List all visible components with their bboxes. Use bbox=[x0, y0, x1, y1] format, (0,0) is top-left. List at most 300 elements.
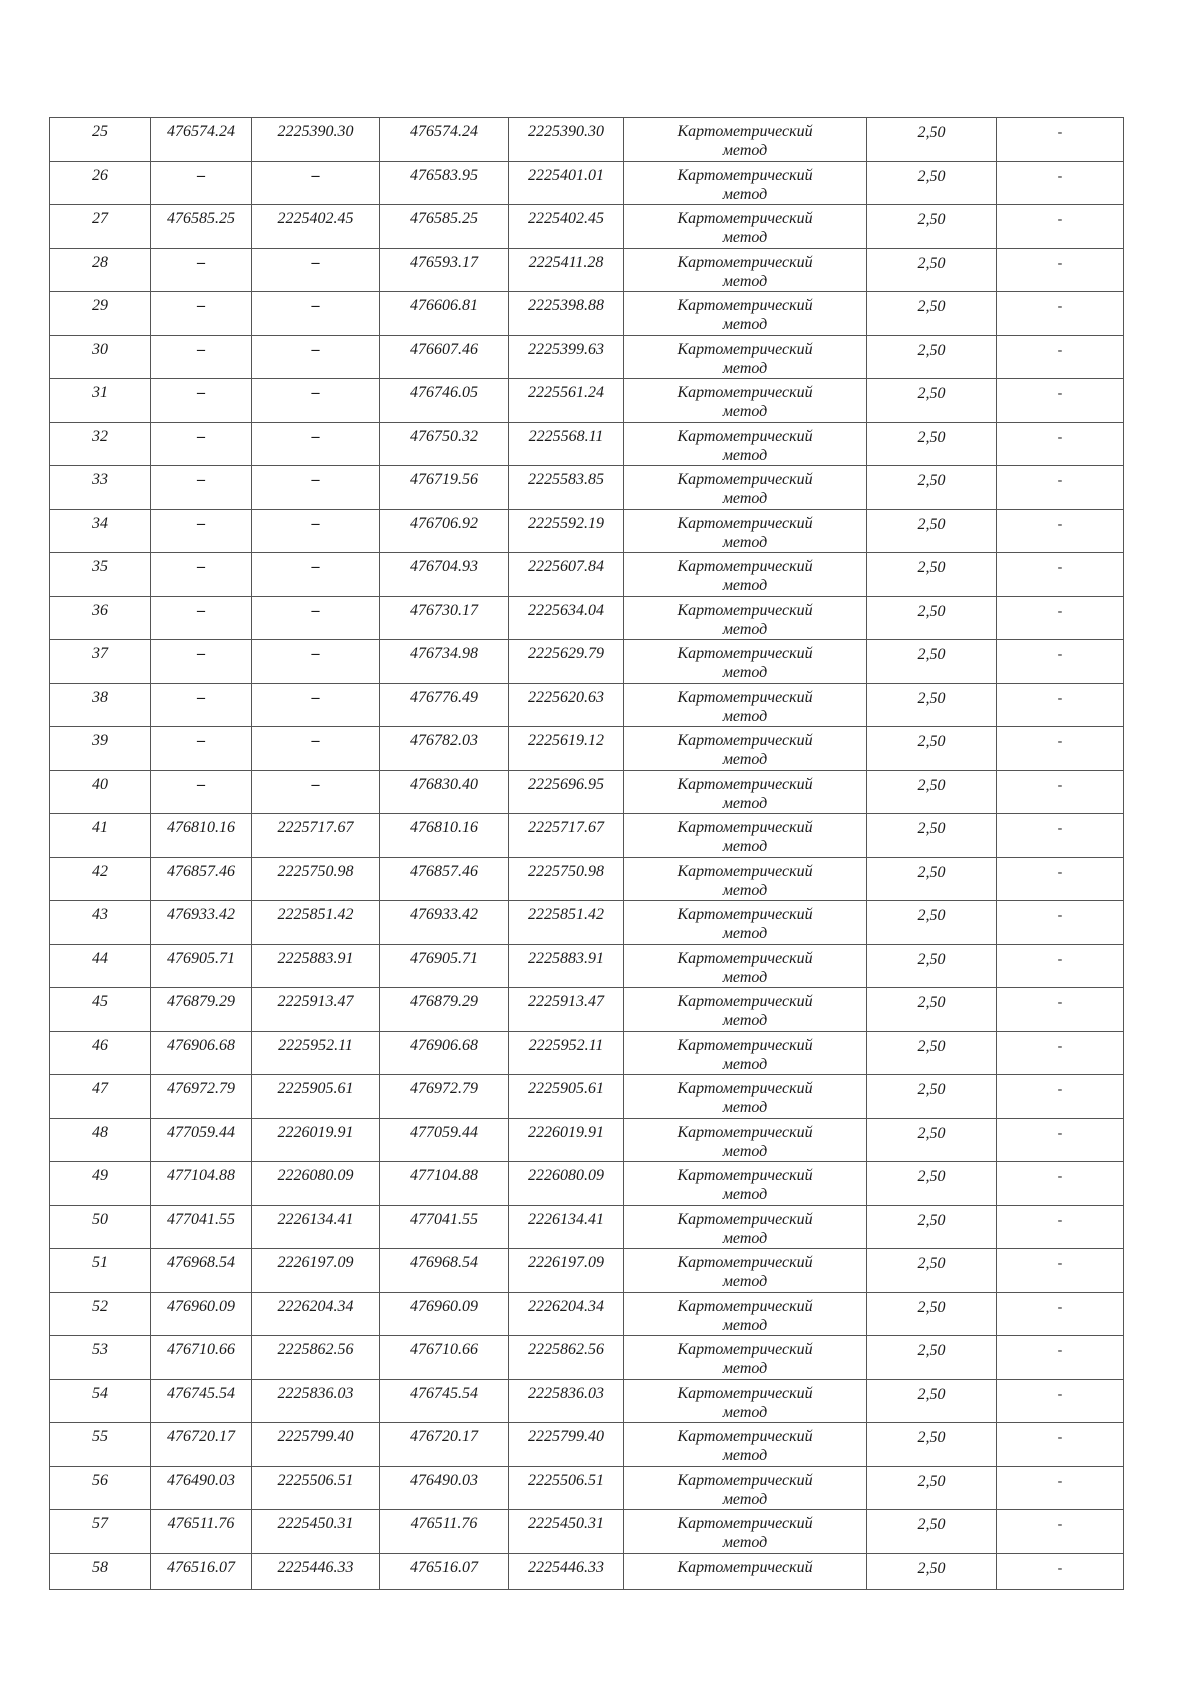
existing-x-cell: 476516.07 bbox=[151, 1553, 252, 1589]
existing-y-cell: 2225913.47 bbox=[252, 988, 380, 1032]
method-cell bbox=[624, 901, 867, 945]
point-number-cell: 36 bbox=[50, 596, 151, 640]
method-text-line: Картометрический bbox=[677, 1471, 813, 1489]
accuracy-cell: 2,50 bbox=[867, 683, 997, 727]
point-number-cell: 44 bbox=[50, 944, 151, 988]
method-cell bbox=[624, 1466, 867, 1510]
accuracy-cell: 2,50 bbox=[867, 509, 997, 553]
existing-y-cell: – bbox=[252, 770, 380, 814]
method-text-line: метод bbox=[722, 881, 768, 899]
refined-x-cell: 476933.42 bbox=[380, 901, 509, 945]
existing-x-cell: – bbox=[151, 335, 252, 379]
note-cell: - bbox=[997, 379, 1124, 423]
point-number-cell: 41 bbox=[50, 814, 151, 858]
accuracy-cell: 2,50 bbox=[867, 1162, 997, 1206]
existing-y-cell: 2225883.91 bbox=[252, 944, 380, 988]
method-text-line: Картометрический bbox=[677, 819, 813, 836]
table-row bbox=[50, 683, 1124, 727]
table-row bbox=[50, 944, 1124, 988]
refined-y-cell: 2225506.51 bbox=[509, 1466, 624, 1510]
method-text-line: метод bbox=[722, 229, 768, 246]
method-cell bbox=[624, 596, 867, 640]
method-text-line: Картометрический bbox=[677, 1036, 813, 1054]
refined-x-cell: 476606.81 bbox=[380, 292, 509, 336]
note-cell: - bbox=[997, 1336, 1124, 1380]
refined-y-cell: 2225883.91 bbox=[509, 944, 624, 988]
point-number-cell: 25 bbox=[50, 118, 151, 162]
point-number-cell: 38 bbox=[50, 683, 151, 727]
method-text-line: Картометрический bbox=[677, 471, 813, 488]
method-text-line: метод bbox=[722, 1012, 768, 1029]
method-cell bbox=[624, 814, 867, 858]
table-row bbox=[50, 335, 1124, 379]
method-text-line: Картометрический bbox=[677, 1123, 813, 1141]
note-cell: - bbox=[997, 161, 1124, 205]
table-row bbox=[50, 814, 1124, 858]
point-number-cell: 42 bbox=[50, 857, 151, 901]
existing-x-cell: – bbox=[151, 770, 252, 814]
method-text-line: метод bbox=[722, 1316, 768, 1334]
note-cell: - bbox=[997, 770, 1124, 814]
refined-x-cell: 477104.88 bbox=[380, 1162, 509, 1206]
note-cell: - bbox=[997, 335, 1124, 379]
table-row bbox=[50, 988, 1124, 1032]
method-text-line: Картометрический bbox=[677, 601, 813, 619]
refined-y-cell: 2226080.09 bbox=[509, 1162, 624, 1206]
method-text-line: метод bbox=[722, 142, 768, 159]
method-text-line: метод bbox=[722, 1403, 768, 1421]
method-text-line: метод bbox=[722, 1055, 768, 1073]
note-cell: - bbox=[997, 1162, 1124, 1206]
method-text-line: метод bbox=[722, 490, 768, 507]
method-cell bbox=[624, 944, 867, 988]
method-cell bbox=[624, 1379, 867, 1423]
note-cell: - bbox=[997, 292, 1124, 336]
point-number-cell: 39 bbox=[50, 727, 151, 771]
method-text-line: метод bbox=[722, 403, 768, 420]
method-cell bbox=[624, 1292, 867, 1336]
point-number-cell: 30 bbox=[50, 335, 151, 379]
refined-y-cell: 2225583.85 bbox=[509, 466, 624, 510]
method-cell bbox=[624, 422, 867, 466]
existing-x-cell: 476585.25 bbox=[151, 205, 252, 249]
point-number-cell: 55 bbox=[50, 1423, 151, 1467]
existing-y-cell: 2226134.41 bbox=[252, 1205, 380, 1249]
method-text-line: Картометрический bbox=[677, 862, 813, 880]
accuracy-cell: 2,50 bbox=[867, 205, 997, 249]
refined-y-cell: 2225411.28 bbox=[509, 248, 624, 292]
refined-x-cell: 476730.17 bbox=[380, 596, 509, 640]
accuracy-cell: 2,50 bbox=[867, 901, 997, 945]
method-text-line: Картометрический bbox=[677, 253, 813, 271]
method-text-line: Картометрический bbox=[677, 1384, 813, 1402]
existing-y-cell: 2225799.40 bbox=[252, 1423, 380, 1467]
refined-y-cell: 2225620.63 bbox=[509, 683, 624, 727]
table-row bbox=[50, 1075, 1124, 1119]
point-number-cell: 57 bbox=[50, 1510, 151, 1554]
refined-x-cell: 476720.17 bbox=[380, 1423, 509, 1467]
existing-x-cell: 477041.55 bbox=[151, 1205, 252, 1249]
method-cell bbox=[624, 1031, 867, 1075]
refined-y-cell: 2225913.47 bbox=[509, 988, 624, 1032]
method-cell bbox=[624, 118, 867, 162]
accuracy-cell: 2,50 bbox=[867, 640, 997, 684]
refined-y-cell: 2225717.67 bbox=[509, 814, 624, 858]
accuracy-cell: 2,50 bbox=[867, 379, 997, 423]
method-cell bbox=[624, 988, 867, 1032]
existing-x-cell: – bbox=[151, 161, 252, 205]
accuracy-cell: 2,50 bbox=[867, 1336, 997, 1380]
method-text-line: Картометрический bbox=[677, 1297, 813, 1315]
existing-x-cell: 476574.24 bbox=[151, 118, 252, 162]
note-cell: - bbox=[997, 727, 1124, 771]
refined-x-cell: 476782.03 bbox=[380, 727, 509, 771]
existing-x-cell: 476879.29 bbox=[151, 988, 252, 1032]
accuracy-cell: 2,50 bbox=[867, 1510, 997, 1554]
method-text-line: Картометрический bbox=[677, 906, 813, 923]
refined-y-cell: 2225592.19 bbox=[509, 509, 624, 553]
existing-y-cell: – bbox=[252, 248, 380, 292]
existing-y-cell: – bbox=[252, 466, 380, 510]
accuracy-cell: 2,50 bbox=[867, 1466, 997, 1510]
table-row bbox=[50, 118, 1124, 162]
method-cell bbox=[624, 640, 867, 684]
method-text-line: Картометрический bbox=[677, 1341, 813, 1358]
note-cell: - bbox=[997, 596, 1124, 640]
existing-y-cell: 2225862.56 bbox=[252, 1336, 380, 1380]
point-number-cell: 56 bbox=[50, 1466, 151, 1510]
existing-x-cell: 476745.54 bbox=[151, 1379, 252, 1423]
existing-x-cell: 476710.66 bbox=[151, 1336, 252, 1380]
accuracy-cell: 2,50 bbox=[867, 118, 997, 162]
refined-y-cell: 2225390.30 bbox=[509, 118, 624, 162]
refined-y-cell: 2226204.34 bbox=[509, 1292, 624, 1336]
method-cell bbox=[624, 292, 867, 336]
method-text-line: метод bbox=[722, 185, 768, 203]
point-number-cell: 28 bbox=[50, 248, 151, 292]
method-text-line: Картометрический bbox=[677, 645, 813, 662]
accuracy-cell: 2,50 bbox=[867, 1423, 997, 1467]
method-text-line: метод bbox=[722, 1273, 768, 1290]
note-cell: - bbox=[997, 553, 1124, 597]
method-text-line: метод bbox=[722, 1229, 768, 1247]
method-text-line: Картометрический bbox=[677, 166, 813, 184]
method-text-line: Картометрический bbox=[677, 123, 813, 140]
note-cell: - bbox=[997, 1292, 1124, 1336]
accuracy-cell: 2,50 bbox=[867, 596, 997, 640]
note-cell: - bbox=[997, 1249, 1124, 1293]
table-row bbox=[50, 1379, 1124, 1423]
method-text-line: метод bbox=[722, 968, 768, 986]
accuracy-cell: 2,50 bbox=[867, 553, 997, 597]
refined-y-cell: 2225952.11 bbox=[509, 1031, 624, 1075]
existing-x-cell: 476490.03 bbox=[151, 1466, 252, 1510]
method-cell bbox=[624, 1162, 867, 1206]
note-cell: - bbox=[997, 944, 1124, 988]
existing-x-cell: – bbox=[151, 640, 252, 684]
refined-x-cell: 476968.54 bbox=[380, 1249, 509, 1293]
existing-y-cell: – bbox=[252, 161, 380, 205]
method-text-line: метод bbox=[722, 1490, 768, 1508]
method-text-line: метод bbox=[722, 272, 768, 290]
method-text-line: Картометрический bbox=[677, 340, 813, 358]
method-text-line: Картометрический bbox=[677, 297, 813, 314]
method-text-line: Картометрический bbox=[677, 993, 813, 1010]
method-cell bbox=[624, 509, 867, 553]
accuracy-cell: 2,50 bbox=[867, 944, 997, 988]
method-text-line: метод bbox=[722, 1186, 768, 1203]
table-row bbox=[50, 509, 1124, 553]
method-text-line: Картометрический bbox=[677, 1167, 813, 1184]
table-row bbox=[50, 1162, 1124, 1206]
refined-y-cell: 2225696.95 bbox=[509, 770, 624, 814]
existing-y-cell: 2225905.61 bbox=[252, 1075, 380, 1119]
method-text-line: Картометрический bbox=[677, 1428, 813, 1445]
table-row bbox=[50, 422, 1124, 466]
point-number-cell: 35 bbox=[50, 553, 151, 597]
existing-y-cell: 2225851.42 bbox=[252, 901, 380, 945]
note-cell: - bbox=[997, 205, 1124, 249]
note-cell: - bbox=[997, 1118, 1124, 1162]
existing-x-cell: – bbox=[151, 596, 252, 640]
method-text-line: Картометрический bbox=[677, 732, 813, 749]
existing-y-cell: 2225506.51 bbox=[252, 1466, 380, 1510]
refined-y-cell: 2225607.84 bbox=[509, 553, 624, 597]
method-text-line: метод bbox=[722, 316, 768, 333]
method-text-line: Картометрический bbox=[677, 210, 813, 227]
existing-y-cell: – bbox=[252, 553, 380, 597]
refined-x-cell: 476719.56 bbox=[380, 466, 509, 510]
existing-y-cell: 2225952.11 bbox=[252, 1031, 380, 1075]
table-row bbox=[50, 770, 1124, 814]
method-text-line: метод bbox=[722, 1099, 768, 1116]
accuracy-cell: 2,50 bbox=[867, 857, 997, 901]
existing-x-cell: 476968.54 bbox=[151, 1249, 252, 1293]
point-number-cell: 37 bbox=[50, 640, 151, 684]
existing-x-cell: – bbox=[151, 683, 252, 727]
method-cell bbox=[624, 683, 867, 727]
method-cell bbox=[624, 1249, 867, 1293]
point-number-cell: 34 bbox=[50, 509, 151, 553]
table-row bbox=[50, 1205, 1124, 1249]
point-number-cell: 26 bbox=[50, 161, 151, 205]
refined-x-cell: 476490.03 bbox=[380, 1466, 509, 1510]
table-row bbox=[50, 379, 1124, 423]
refined-x-cell: 477041.55 bbox=[380, 1205, 509, 1249]
method-text-line: Картометрический bbox=[677, 1515, 813, 1532]
existing-y-cell: – bbox=[252, 509, 380, 553]
table-row bbox=[50, 1292, 1124, 1336]
method-cell bbox=[624, 335, 867, 379]
existing-y-cell: 2226197.09 bbox=[252, 1249, 380, 1293]
method-cell bbox=[624, 857, 867, 901]
table-row bbox=[50, 553, 1124, 597]
method-cell bbox=[624, 248, 867, 292]
method-text-line: метод bbox=[722, 1360, 768, 1377]
table-row bbox=[50, 857, 1124, 901]
existing-y-cell: 2226204.34 bbox=[252, 1292, 380, 1336]
point-number-cell: 50 bbox=[50, 1205, 151, 1249]
accuracy-cell: 2,50 bbox=[867, 814, 997, 858]
table-row bbox=[50, 466, 1124, 510]
method-text-line: метод bbox=[722, 1142, 768, 1160]
note-cell: - bbox=[997, 857, 1124, 901]
existing-y-cell: 2225402.45 bbox=[252, 205, 380, 249]
note-cell: - bbox=[997, 1553, 1124, 1589]
existing-y-cell: 2226080.09 bbox=[252, 1162, 380, 1206]
refined-x-cell: 476511.76 bbox=[380, 1510, 509, 1554]
accuracy-cell: 2,50 bbox=[867, 422, 997, 466]
table-row bbox=[50, 640, 1124, 684]
method-cell bbox=[624, 1553, 867, 1589]
refined-x-cell: 476750.32 bbox=[380, 422, 509, 466]
refined-y-cell: 2225862.56 bbox=[509, 1336, 624, 1380]
note-cell: - bbox=[997, 1510, 1124, 1554]
table-row bbox=[50, 1249, 1124, 1293]
refined-x-cell: 476593.17 bbox=[380, 248, 509, 292]
refined-x-cell: 476516.07 bbox=[380, 1553, 509, 1589]
existing-y-cell: – bbox=[252, 379, 380, 423]
refined-x-cell: 476574.24 bbox=[380, 118, 509, 162]
existing-x-cell: 477104.88 bbox=[151, 1162, 252, 1206]
method-cell bbox=[624, 1510, 867, 1554]
note-cell: - bbox=[997, 814, 1124, 858]
existing-x-cell: 476905.71 bbox=[151, 944, 252, 988]
existing-y-cell: 2225446.33 bbox=[252, 1553, 380, 1589]
method-cell bbox=[624, 1336, 867, 1380]
method-text-line: метод bbox=[722, 577, 768, 594]
note-cell: - bbox=[997, 1205, 1124, 1249]
existing-y-cell: 2225717.67 bbox=[252, 814, 380, 858]
method-cell bbox=[624, 1075, 867, 1119]
refined-y-cell: 2225619.12 bbox=[509, 727, 624, 771]
method-text-line: метод bbox=[722, 620, 768, 638]
existing-y-cell: – bbox=[252, 596, 380, 640]
method-cell bbox=[624, 727, 867, 771]
method-text-line: Картометрический bbox=[677, 1558, 813, 1576]
note-cell: - bbox=[997, 901, 1124, 945]
existing-y-cell: 2225390.30 bbox=[252, 118, 380, 162]
method-text-line: Картометрический bbox=[677, 1254, 813, 1271]
method-text-line: метод bbox=[722, 664, 768, 681]
existing-y-cell: 2226019.91 bbox=[252, 1118, 380, 1162]
refined-y-cell: 2225401.01 bbox=[509, 161, 624, 205]
method-text-line: метод bbox=[722, 838, 768, 855]
method-text-line: Картометрический bbox=[677, 688, 813, 706]
existing-x-cell: – bbox=[151, 248, 252, 292]
accuracy-cell: 2,50 bbox=[867, 1118, 997, 1162]
refined-y-cell: 2225399.63 bbox=[509, 335, 624, 379]
accuracy-cell: 2,50 bbox=[867, 161, 997, 205]
existing-x-cell: – bbox=[151, 466, 252, 510]
table-row bbox=[50, 1466, 1124, 1510]
refined-x-cell: 476746.05 bbox=[380, 379, 509, 423]
point-number-cell: 52 bbox=[50, 1292, 151, 1336]
existing-x-cell: 476906.68 bbox=[151, 1031, 252, 1075]
accuracy-cell: 2,50 bbox=[867, 1249, 997, 1293]
method-cell bbox=[624, 161, 867, 205]
existing-x-cell: 476720.17 bbox=[151, 1423, 252, 1467]
existing-x-cell: – bbox=[151, 292, 252, 336]
method-cell bbox=[624, 379, 867, 423]
accuracy-cell: 2,50 bbox=[867, 1205, 997, 1249]
refined-x-cell: 476879.29 bbox=[380, 988, 509, 1032]
table-row bbox=[50, 1118, 1124, 1162]
accuracy-cell: 2,50 bbox=[867, 248, 997, 292]
point-number-cell: 43 bbox=[50, 901, 151, 945]
note-cell: - bbox=[997, 1466, 1124, 1510]
method-text-line: метод bbox=[722, 707, 768, 725]
accuracy-cell: 2,50 bbox=[867, 1379, 997, 1423]
accuracy-cell: 2,50 bbox=[867, 770, 997, 814]
method-text-line: метод bbox=[722, 359, 768, 377]
existing-y-cell: – bbox=[252, 422, 380, 466]
existing-x-cell: – bbox=[151, 727, 252, 771]
table-row bbox=[50, 292, 1124, 336]
existing-y-cell: – bbox=[252, 683, 380, 727]
refined-x-cell: 476906.68 bbox=[380, 1031, 509, 1075]
existing-x-cell: 476511.76 bbox=[151, 1510, 252, 1554]
note-cell: - bbox=[997, 509, 1124, 553]
existing-x-cell: 476933.42 bbox=[151, 901, 252, 945]
refined-y-cell: 2225634.04 bbox=[509, 596, 624, 640]
point-number-cell: 29 bbox=[50, 292, 151, 336]
existing-y-cell: 2225750.98 bbox=[252, 857, 380, 901]
method-text-line: метод bbox=[722, 533, 768, 551]
table-row bbox=[50, 161, 1124, 205]
point-number-cell: 45 bbox=[50, 988, 151, 1032]
method-cell bbox=[624, 1423, 867, 1467]
table-row bbox=[50, 727, 1124, 771]
refined-x-cell: 477059.44 bbox=[380, 1118, 509, 1162]
method-text-line: метод bbox=[722, 751, 768, 768]
existing-x-cell: 476972.79 bbox=[151, 1075, 252, 1119]
existing-x-cell: – bbox=[151, 422, 252, 466]
table-row bbox=[50, 248, 1124, 292]
existing-y-cell: – bbox=[252, 292, 380, 336]
refined-y-cell: 2225450.31 bbox=[509, 1510, 624, 1554]
point-number-cell: 32 bbox=[50, 422, 151, 466]
refined-x-cell: 476960.09 bbox=[380, 1292, 509, 1336]
method-text-line: Картометрический bbox=[677, 558, 813, 575]
method-text-line: Картометрический bbox=[677, 775, 813, 793]
method-cell bbox=[624, 553, 867, 597]
note-cell: - bbox=[997, 1031, 1124, 1075]
method-cell bbox=[624, 205, 867, 249]
method-text-line: метод bbox=[722, 925, 768, 942]
note-cell: - bbox=[997, 466, 1124, 510]
refined-y-cell: 2225750.98 bbox=[509, 857, 624, 901]
point-number-cell: 27 bbox=[50, 205, 151, 249]
point-number-cell: 58 bbox=[50, 1553, 151, 1589]
note-cell: - bbox=[997, 422, 1124, 466]
accuracy-cell: 2,50 bbox=[867, 1075, 997, 1119]
existing-x-cell: – bbox=[151, 509, 252, 553]
accuracy-cell: 2,50 bbox=[867, 466, 997, 510]
refined-x-cell: 476710.66 bbox=[380, 1336, 509, 1380]
existing-y-cell: – bbox=[252, 640, 380, 684]
refined-x-cell: 476704.93 bbox=[380, 553, 509, 597]
note-cell: - bbox=[997, 118, 1124, 162]
refined-x-cell: 476706.92 bbox=[380, 509, 509, 553]
note-cell: - bbox=[997, 1075, 1124, 1119]
refined-x-cell: 476776.49 bbox=[380, 683, 509, 727]
method-text-line: метод bbox=[722, 1534, 768, 1551]
point-number-cell: 47 bbox=[50, 1075, 151, 1119]
accuracy-cell: 2,50 bbox=[867, 988, 997, 1032]
refined-y-cell: 2225905.61 bbox=[509, 1075, 624, 1119]
existing-y-cell: 2225836.03 bbox=[252, 1379, 380, 1423]
